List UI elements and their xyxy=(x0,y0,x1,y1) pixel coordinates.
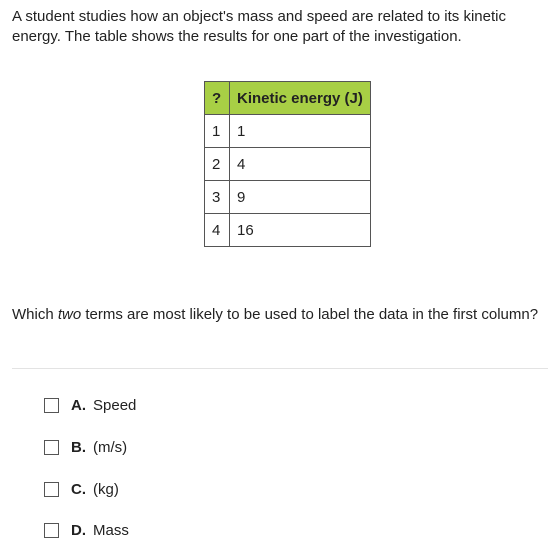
table-header-cell: ? xyxy=(205,82,230,115)
checkbox[interactable] xyxy=(44,482,59,497)
option-a[interactable] xyxy=(44,394,136,416)
option-b[interactable] xyxy=(44,436,127,458)
option-letter: D. xyxy=(71,521,86,539)
option-label: Speed xyxy=(93,396,137,414)
table-cell: 4 xyxy=(230,148,371,181)
table-cell: 9 xyxy=(230,181,371,214)
option-label: Mass xyxy=(93,521,129,539)
table-row xyxy=(205,214,371,247)
checkbox[interactable] xyxy=(44,440,59,455)
table-row xyxy=(205,148,371,181)
table-header-cell: Kinetic energy (J) xyxy=(230,82,371,115)
option-d[interactable] xyxy=(44,519,129,541)
table-row xyxy=(205,181,371,214)
question-emphasis: two xyxy=(57,306,82,323)
option-c[interactable] xyxy=(44,478,119,500)
question-text-end: terms are most likely to be used to label the data in the first column? xyxy=(81,306,539,323)
divider xyxy=(12,368,548,369)
table-cell: 4 xyxy=(205,214,230,247)
table-row xyxy=(205,115,371,148)
table-cell: 3 xyxy=(205,181,230,214)
question-text-start: Which xyxy=(12,306,58,323)
table-cell: 1 xyxy=(205,115,230,148)
option-label: (kg) xyxy=(93,480,119,498)
table-header-row xyxy=(205,82,371,115)
table-cell: 16 xyxy=(230,214,371,247)
option-label: (m/s) xyxy=(93,438,128,456)
option-letter: A. xyxy=(71,396,86,414)
checkbox[interactable] xyxy=(44,523,59,538)
checkbox[interactable] xyxy=(44,398,59,413)
question-text xyxy=(12,305,542,325)
intro-text: A student studies how an object's mass and speed are related to its kinetic energy. The table shows the results for one part of the investigation. xyxy=(12,8,506,45)
option-letter: B. xyxy=(71,438,86,456)
results-table xyxy=(204,81,371,247)
table-cell: 1 xyxy=(230,115,371,148)
table-cell: 2 xyxy=(205,148,230,181)
option-letter: C. xyxy=(71,480,86,498)
